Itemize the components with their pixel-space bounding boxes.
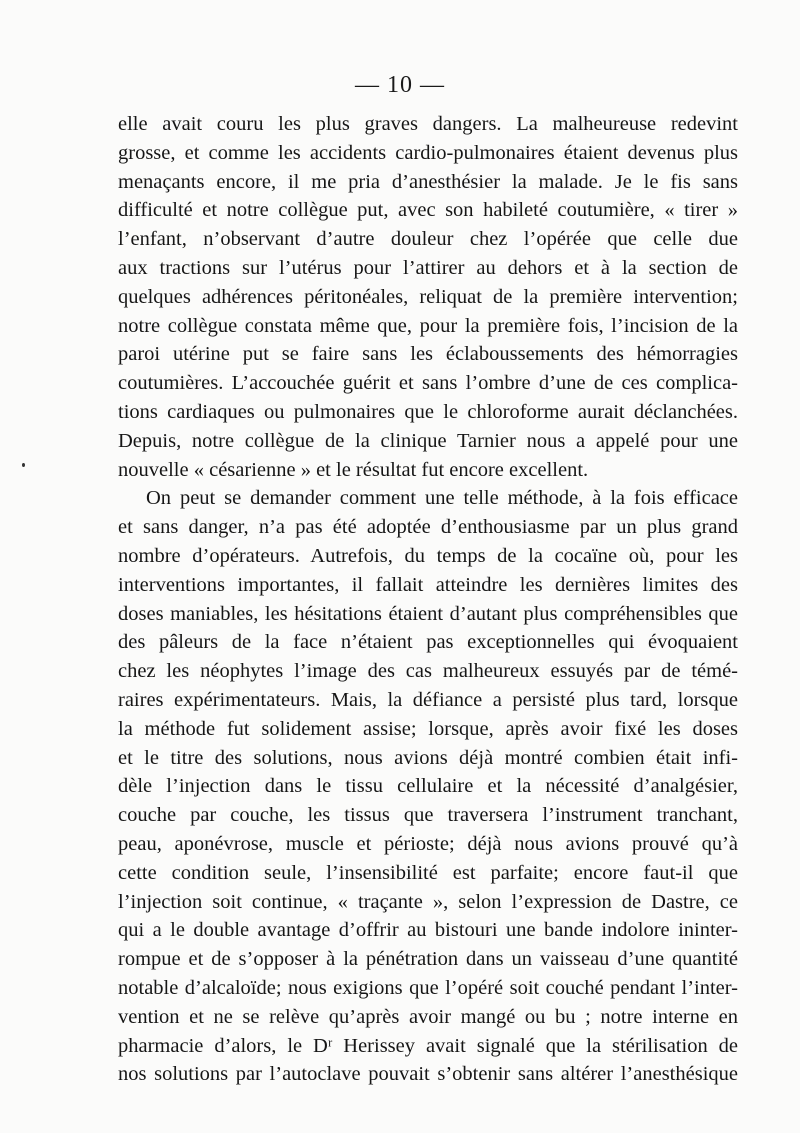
- text-line: tions cardiaques ou pulmonaires que le chloroforme aurait déclanchées.: [118, 400, 738, 423]
- text-line: doses maniables, les hésitations étaient d’autant plus compréhensibles que: [118, 602, 738, 625]
- paragraph-start-line: On peut se demander comment une telle méthode, à la fois efficace: [146, 487, 738, 510]
- text-line: et sans danger, n’a pas été adoptée d’enthousiasme par un plus grand: [118, 516, 738, 539]
- paragraph-end-line: nouvelle « césarienne » et le résultat fut encore excellent.: [118, 458, 589, 481]
- text-line: peau, aponévrose, muscle et périoste; déjà nous avions prouvé qu’à: [118, 832, 738, 855]
- text-line: notre collègue constata même que, pour la première fois, l’incision de la: [118, 314, 738, 337]
- body-text: [118, 110, 738, 1089]
- text-line: interventions importantes, il fallait atteindre les dernières limites des: [118, 573, 738, 596]
- text-line: paroi utérine put se faire sans les éclaboussements des hémorragies: [118, 343, 738, 366]
- text-line: des pâleurs de la face n’étaient pas exceptionnelles qui évoquaient: [118, 631, 738, 654]
- text-line: Depuis, notre collègue de la clinique Tarnier nous a appelé pour une: [118, 429, 738, 452]
- text-line: grosse, et comme les accidents cardio-pulmonaires étaient devenus plus: [118, 141, 738, 164]
- text-line: difficulté et notre collègue put, avec son habileté coutumière, « tirer »: [118, 199, 738, 222]
- text-line: menaçants encore, il me pria d’anesthésier la malade. Je le fis sans: [118, 170, 738, 193]
- text-line: couche par couche, les tissus que traversera l’instrument tranchant,: [118, 804, 738, 827]
- text-line: nos solutions par l’autoclave pouvait s’obtenir sans altérer l’anesthésique: [118, 1063, 738, 1086]
- text-line: dèle l’injection dans le tissu cellulaire et la nécessité d’analgésier,: [118, 775, 738, 798]
- text-line: coutumières. L’accouchée guérit et sans l’ombre d’une de ces complica-: [118, 372, 738, 395]
- text-line: notable d’alcaloïde; nous exigions que l’opéré soit couché pendant l’inter-: [118, 976, 738, 999]
- text-line: pharmacie d’alors, le Dʳ Herissey avait signalé que la stérilisation de: [118, 1034, 738, 1057]
- text-line: et le titre des solutions, nous avions déjà montré combien était infi-: [118, 746, 738, 769]
- text-line: l’enfant, n’observant d’autre douleur chez l’opérée que celle due: [118, 228, 738, 251]
- margin-ink-speck: [22, 463, 25, 467]
- text-line: quelques adhérences péritonéales, reliquat de la première intervention;: [118, 285, 738, 308]
- text-line: chez les néophytes l’image des cas malheureux essuyés par de témé-: [118, 660, 738, 683]
- text-line: qui a le double avantage d’offrir au bistouri une bande indolore ininter-: [118, 919, 738, 942]
- text-line: cette condition seule, l’insensibilité est parfaite; encore faut-il que: [118, 861, 738, 884]
- text-line: vention et ne se relève qu’après avoir mangé ou bu ; notre interne en: [118, 1005, 738, 1028]
- page-number: — 10 —: [355, 72, 445, 98]
- text-line: l’injection soit continue, « traçante », selon l’expression de Dastre, ce: [118, 890, 738, 913]
- text-line: la méthode fut solidement assise; lorsque, après avoir fixé les doses: [118, 717, 738, 740]
- text-line: raires expérimentateurs. Mais, la défiance a persisté plus tard, lorsque: [118, 688, 738, 711]
- text-line: elle avait couru les plus graves dangers. La malheureuse redevint: [118, 113, 738, 135]
- text-line: rompue et de s’opposer à la pénétration dans un vaisseau d’une quantité: [118, 948, 738, 971]
- text-line: nombre d’opérateurs. Autrefois, du temps de la cocaïne où, pour les: [118, 544, 738, 567]
- text-line: aux tractions sur l’utérus pour l’attirer au dehors et à la section de: [118, 256, 738, 279]
